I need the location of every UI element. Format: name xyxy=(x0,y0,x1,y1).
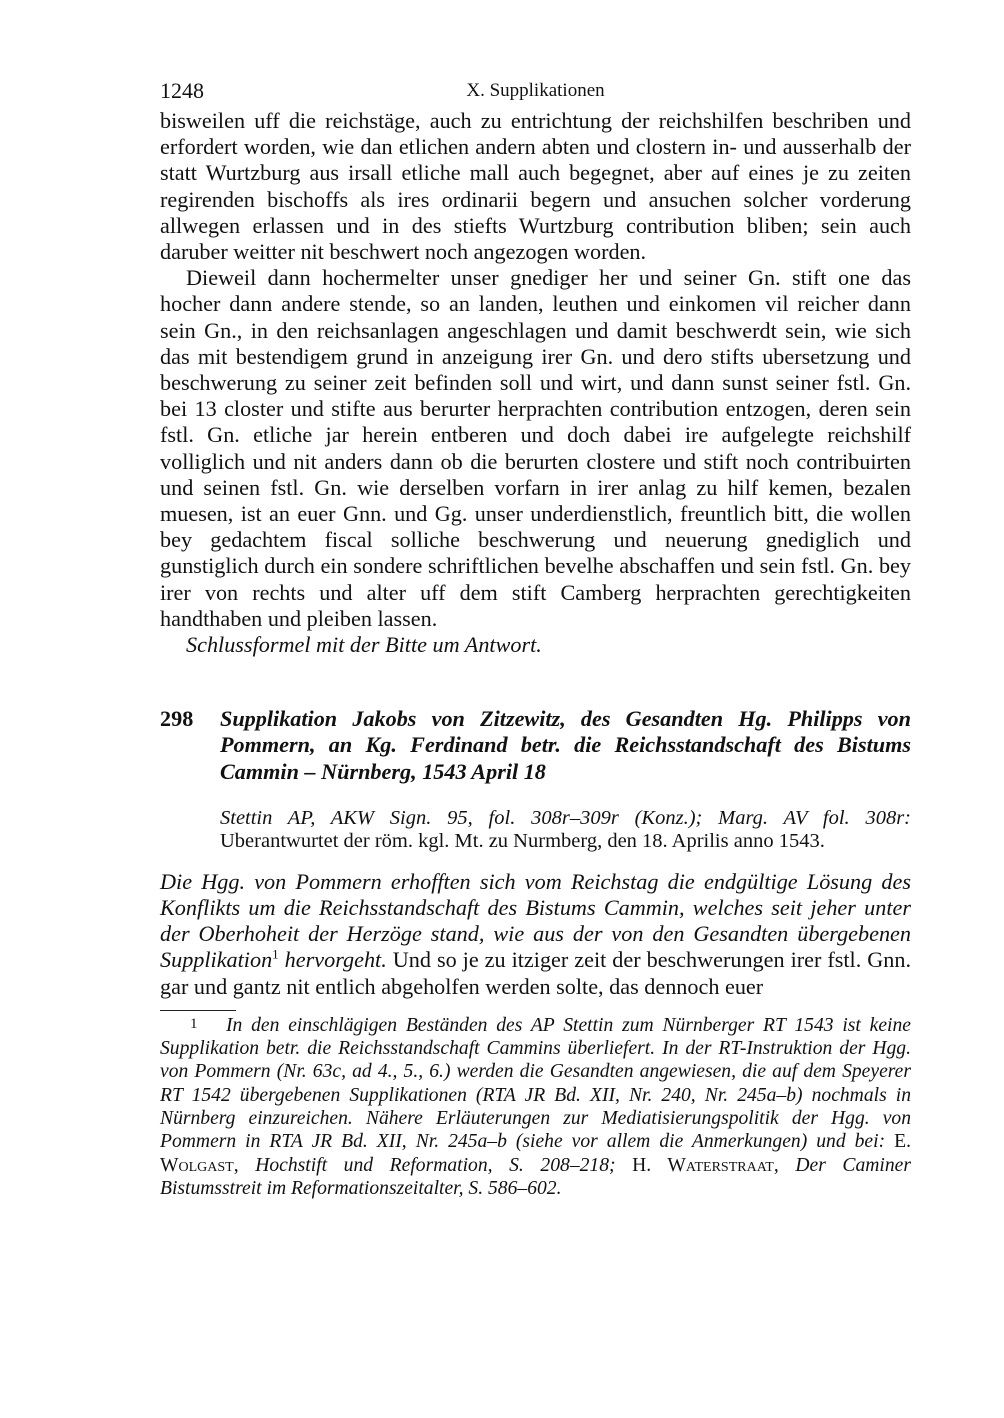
document-title: Supplikation Jakobs von Zitzewitz, des Gesandten Hg. Philipps von Pommern, an Kg. Ferdinand betr. die Reichsstandschaft des Bistums Cammin – Nürnberg, 1543 April 18 xyxy=(220,706,911,784)
closing-formula: Schlussformel mit der Bitte um Antwort. xyxy=(186,632,542,658)
running-title: X. Supplikationen xyxy=(466,80,605,101)
footnote-rule xyxy=(160,1010,236,1011)
footnote-mark: 1 xyxy=(190,1015,198,1032)
source-endorsement: Uberantwurtet der röm. kgl. Mt. zu Nurmberg, den 18. Aprilis anno 1543. xyxy=(220,829,825,852)
paragraph-2: Dieweil dann hochermelter unser gnediger her und seiner Gn. stift one das hocher dann andere stende, so an landen, leuthen und einkomen vil reicher dann sein Gn., in den reichsanlagen angeschlagen und damit beschwerdt sein, wie sich das mit bestendigem grund in anzeigung irer Gn. und dero stifts ubersetzung und beschwerung zu seiner zeit befinden soll und wirt, und dann sunst seiner fstl. Gn. bei 13 closter und stifte aus berurter herprachten contribution entzogen, deren sein fstl. Gn. etliche jar herein entberen und doch dabei ire aufgelegte reichshilf volliglich und nit anders dann ob die berurten clostere und stift noch contribuirten und seinen fstl. Gn. wie derselben vorfarn in irer anlag zu hilf kemen, bezalen muesen, ist an euer Gnn. und Gg. unser underdienstlich, freuntlich bitt, die wollen bey gedachtem fiscal solliche beschwerung und neuerung gnediglich und gunstiglich durch ein sondere schriftlichen bevelhe abschaffen und sein fstl. Gn. bey irer von rechts und alter uff dem stift Camberg herprachten gerechtigkeiten handthaben und pleiben lassen. xyxy=(160,265,911,631)
footnote-work-2: Der Caminer Bistumsstreit im Reformationszeitalter, S. 586–602. xyxy=(160,1154,911,1199)
source-note xyxy=(220,807,911,853)
document-text-start: Und so je zu itziger zeit der beschwerungen irer fstl. Gnn. gar und gantz nit entlich abgeholfen werden solte, das dennoch euer xyxy=(160,947,912,999)
intro-summary-end: hervorgeht. xyxy=(284,947,387,973)
document-intro xyxy=(160,869,911,1000)
footnote-1 xyxy=(160,1013,911,1200)
footnote-work-1: Hochstift und Reformation, S. 208–218; xyxy=(255,1154,616,1176)
page xyxy=(160,78,911,1200)
source-reference: Stettin AP, AKW Sign. 95, fol. 308r–309r (Konz.); Marg. AV fol. 308r: xyxy=(220,806,911,829)
continuation-text xyxy=(160,108,911,632)
running-head xyxy=(160,78,911,108)
intro-summary: Die Hgg. von Pommern erhofften sich vom Reichstag die endgültige Lösung des Konflikts um die Reichsstandschaft des Bistums Cammin, welches seit jeher unter der Oberhoheit der Herzöge stand, wie aus der von den Gesandten übergebenen Supplikation xyxy=(160,868,911,973)
footnote-text: In den einschlägigen Beständen des AP Stettin zum Nürnberger RT 1543 ist keine Supplikation betr. die Reichsstandschaft Cammins überliefert. In der RT-Instruktion der Hgg. von Pommern (Nr. 63c, ad 4., 5., 6.) werden die Gesandten angewiesen, die auf dem Speyerer RT 1542 übergebenen Supplikationen (RTA JR Bd. XII, Nr. 240, Nr. 245a–b) nochmals in Nürnberg einzureichen. Nähere Erläuterungen zur Mediatisierungspolitik der Hgg. von Pommern in RTA JR Bd. XII, Nr. 245a–b (siehe vor allem die Anmerkungen) und bei: xyxy=(160,1014,911,1153)
paragraph-1: bisweilen uff die reichstäge, auch zu entrichtung der reichshilfen beschriben und erfordert worden, wie dan etlichen andern abten und clostern in- und ausserhalb der statt Wurtzburg aus irsall etliche mall auch begegnet, aber auf eines je zu zeiten regirenden bischoffs als ires ordinarii begern und ansuchen solcher vorderung allwegen erlassen und in des stiefts Wurtzburg contribution bliben; sein auch daruber weitter nit beschwert noch angezogen worden. xyxy=(160,108,911,265)
footnote-author-2: H. Waterstraat, xyxy=(632,1154,779,1176)
footnote-author-1: E. Wolgast, xyxy=(160,1131,911,1176)
footnote-reference[interactable]: 1 xyxy=(272,947,279,963)
document-number: 298 xyxy=(160,706,194,732)
document-heading xyxy=(160,706,911,785)
page-number: 1248 xyxy=(160,78,204,103)
